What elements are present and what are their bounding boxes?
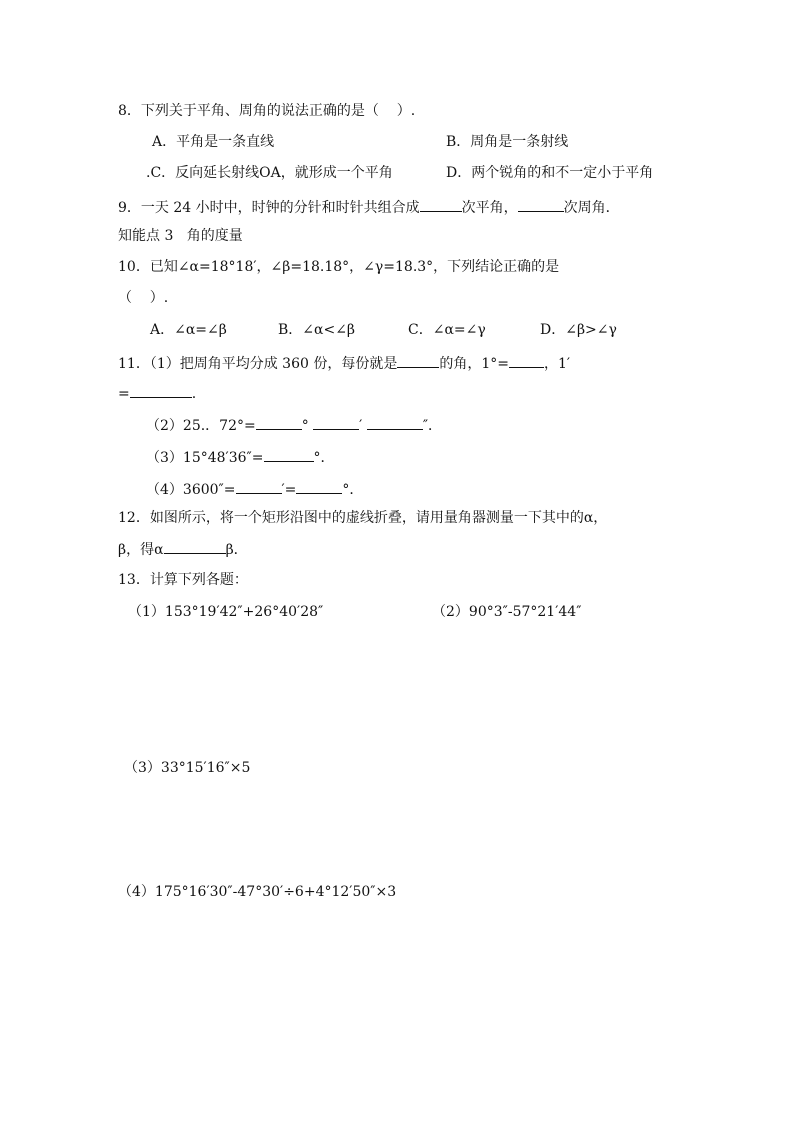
q8-option-b: B．周角是一条射线 [446,134,569,150]
q10-paren: （ ）. [118,290,169,306]
q11-p2-blank-sec[interactable] [367,414,423,430]
q8-stem: 8．下列关于平角、周角的说法正确的是（ ）. [118,103,416,119]
section-heading: 知能点 3 角的度量 [118,228,243,244]
q11-text-1: 11．（1）把周角平均分成 360 份，每份就是 [118,356,398,372]
q11-p2-text-2: ° [301,418,309,434]
q10-option-b: B．∠α<∠β [278,322,356,338]
q11-p2-text-1: （2）25.．72°= [146,418,256,434]
q11-blank-2[interactable] [509,352,544,368]
q11-p3-blank[interactable] [264,446,314,462]
q11-line-1 [118,352,570,372]
q12-text-2: β． [225,542,248,558]
q12-blank[interactable] [164,538,226,554]
q9-text-1: 9．一天 24 小时中，时钟的分针和时针共组合成 [118,200,420,216]
q11-p4-text-3: °． [342,482,364,498]
q11-text-3: ，1′ [543,356,571,372]
q8-option-d: D．两个锐角的和不一定小于平角 [446,165,654,181]
q11-blank-3[interactable] [130,382,192,398]
q11-part-2 [146,414,442,434]
q11-p2-text-4: ″． [422,418,443,434]
q11-p3-text-2: °． [313,450,335,466]
q11-p4-blank-min[interactable] [236,478,282,494]
q10-option-a: A．∠α=∠β [150,322,227,338]
q11-p2-blank-min[interactable] [313,414,359,430]
q9-blank-round[interactable] [518,196,564,212]
q11-blank-1[interactable] [397,352,439,368]
q11-p4-text-1: （4）3600″= [146,482,236,498]
q13-part-4: （4）175°16′30″-47°30′÷6+4°12′50″×3 [118,884,397,900]
q12-line-2 [118,538,248,558]
q13-part-2: （2）90°3″-57°21′44″ [432,604,582,620]
q13-part-3: （3）33°15′16″×5 [124,760,251,776]
q11-line-2 [118,382,196,402]
q13-part-1: （1）153°19′42″+26°40′28″ [128,604,324,620]
q11-text-4: = [118,386,130,402]
q10-stem: 10．已知∠α=18°18′，∠β=18.18°，∠γ=18.3°，下列结论正确的是 [118,259,560,275]
q10-option-c: C．∠α=∠γ [408,322,486,338]
q11-text-5: . [191,386,197,402]
q9-text-2: 次平角， [461,200,518,216]
q11-p2-blank-deg[interactable] [256,414,302,430]
q9-blank-straight[interactable] [420,196,462,212]
q8-option-a: A．平角是一条直线 [152,134,275,150]
q13-stem: 13．计算下列各题： [118,572,248,588]
q11-p3-text-1: （3）15°48′36″= [146,450,264,466]
q11-p4-blank-deg[interactable] [296,478,342,494]
q11-p2-text-3: ′ [359,418,363,434]
q11-part-4 [146,478,363,498]
q12-line-1: 12．如图所示，将一个矩形沿图中的虚线折叠，请用量角器测量一下其中的α， [118,510,608,526]
q11-part-3 [146,446,335,466]
q9-text-3: 次周角． [563,200,620,216]
q11-text-2: 的角，1°= [439,356,509,372]
q10-option-d: D．∠β>∠γ [540,322,617,338]
q8-option-c: .C．反向延长射线OA，就形成一个平角 [146,165,393,181]
q9-line [118,196,620,216]
q11-p4-text-2: ′= [281,482,297,498]
q12-text-1: β，得α [118,542,164,558]
